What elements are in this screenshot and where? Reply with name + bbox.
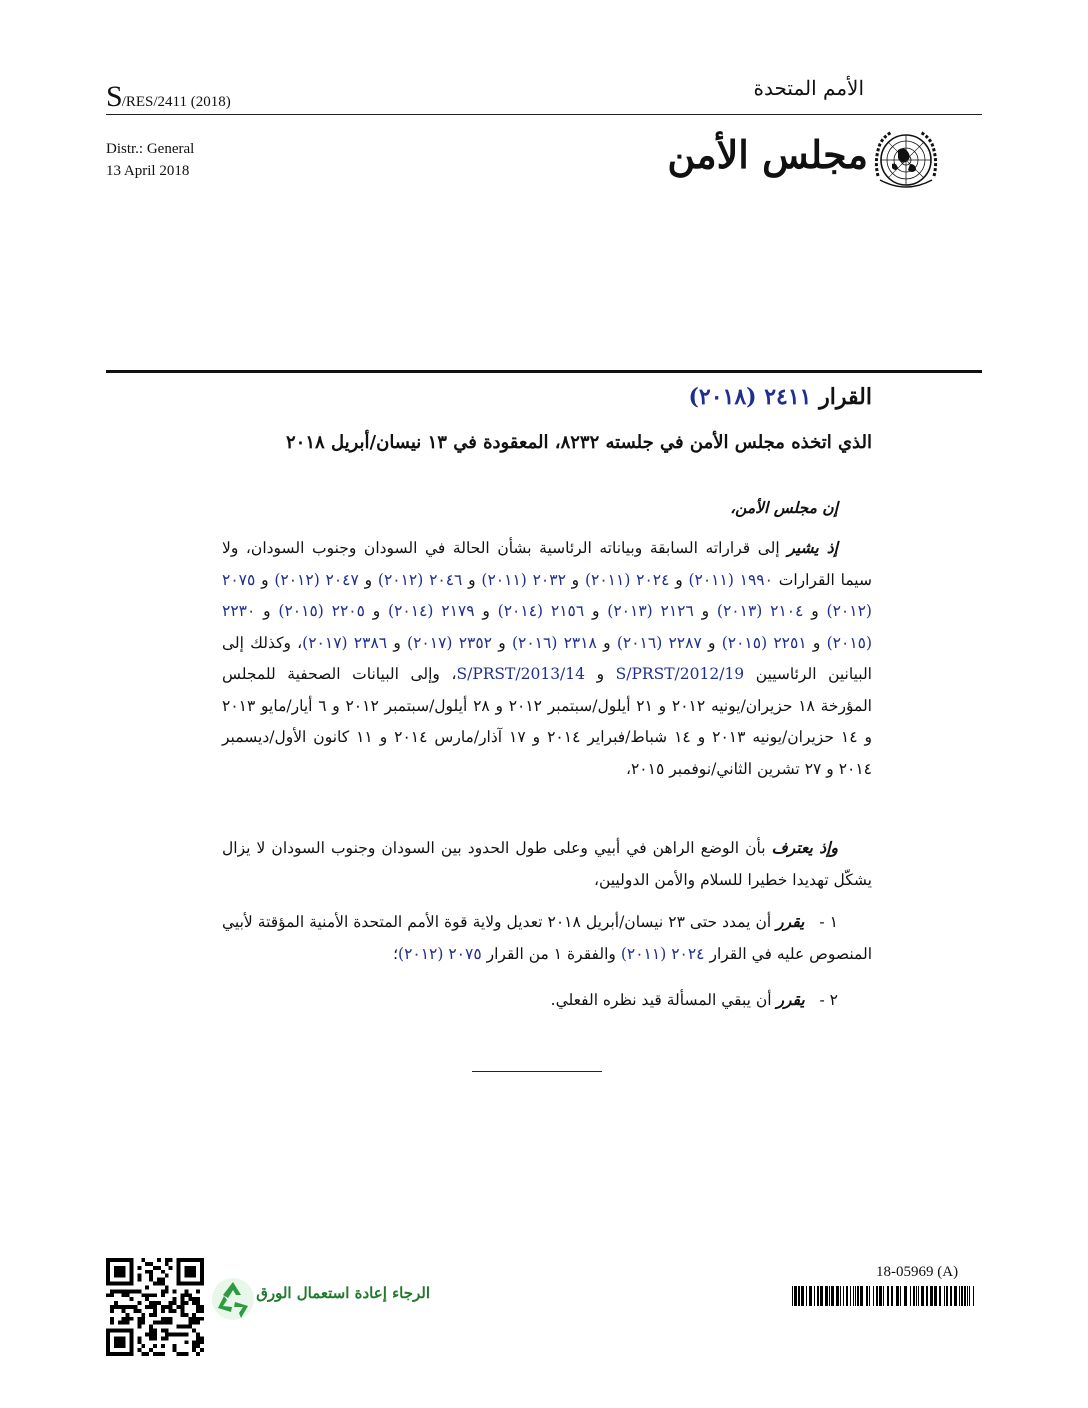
preambular-paragraph-2 — [222, 832, 872, 896]
resolution-link[interactable]: ٢٠٣٢ (٢٠١١) — [481, 570, 566, 589]
organization-name: الأمم المتحدة — [753, 76, 864, 100]
opening-phrase: إن مجلس الأمن، — [730, 498, 838, 517]
resolution-link[interactable]: ٢٠٧٥ (٢٠١٢) — [398, 944, 482, 963]
op2-lead: يقرر — [776, 990, 805, 1009]
pp1-text-b: ، وكذلك إلى البيانين الرئاسيين — [222, 633, 872, 683]
symbol-initial: S — [106, 80, 122, 113]
resolution-link[interactable]: ٢٢٣٠ (٢٠١٥) — [222, 602, 873, 652]
resolution-link[interactable]: ٢٣٥٢ (٢٠١٧) — [407, 633, 492, 652]
barcode-icon — [792, 1286, 974, 1306]
job-number: 18-05969 (A) — [876, 1264, 959, 1280]
op1-text-a: أن يمدد حتى ٢٣ نيسان/أبريل ٢٠١٨ تعديل ولاية قوة الأمم المتحدة الأمنية المؤقتة لأبيي المنصوص عليه في القرار — [222, 913, 872, 963]
operative-paragraph-1: ١ - يقرر أن يمدد حتى ٢٣ نيسان/أبريل ٢٠١٨ تعديل ولاية قوة الأمم المتحدة الأمنية المؤقتة لأبيي المنصوص عليه في القرار ٢٠٢٤ (٢٠١١) والفقرة ١ من القرار ٢٠٧٥ (٢٠١٢)؛ — [222, 912, 872, 963]
pp1-text-a: إلى قراراته السابقة وبياناته الرئاسية بشأن الحالة في السودان وجنوب السودان، ولا سيما القرارات — [222, 539, 872, 589]
distribution-block — [106, 138, 194, 182]
resolution-link[interactable]: ٢٣٨٦ (٢٠١٧) — [302, 633, 388, 652]
resolution-link[interactable]: ١٩٩٠ (٢٠١١) — [688, 570, 773, 589]
op1-text-b: والفقرة ١ من القرار — [486, 944, 616, 963]
pp1-lead: إذ يشير — [787, 538, 838, 557]
pp1-text-c: ، وإلى البيانات الصحفية للمجلس المؤرخة ١٨ حزيران/يونيه ٢٠١٢ و ٢١ أيلول/سبتمبر ٢٠١٢ و ٢٨ أيلول/سبتمبر ٢٠١٢ و ٦ أيار/مايو ٢٠١٣ و ١٤ حزيران/يونيه ٢٠١٣ و ١٤ شباط/فبراير ٢٠١٤ و ١٧ آذار/مارس ٢٠١٤ و ١١ كانون الأول/ديسمبر ٢٠١٤ و ٢٧ تشرين الثاني/نوفمبر ٢٠١٥، — [222, 665, 873, 778]
un-emblem-icon — [870, 124, 942, 196]
qr-code-icon — [106, 1258, 204, 1356]
resolution-label: القرار — [819, 384, 872, 410]
resolution-link[interactable]: ٢٠٢٤ (٢٠١١) — [584, 570, 670, 589]
resolution-adoption: الذي اتخذه مجلس الأمن في جلسته ٨٢٣٢، المعقودة في ١٣ نيسان/أبريل ٢٠١٨ — [286, 432, 872, 453]
symbol-rest: /RES/2411 (2018) — [121, 94, 231, 110]
resolution-link[interactable]: ٢٢٥١ (٢٠١٥) — [721, 633, 807, 652]
preambular-paragraph-1: إذ يشير إلى قراراته السابقة وبياناته الرئاسية بشأن الحالة في السودان وجنوب السودان، ولا سيما القرارات ١٩٩٠ (٢٠١١) و ٢٠٢٤ (٢٠١١) و ٢٠٣٢ (٢٠١١) و ٢٠٤٦ (٢٠١٢) و ٢٠٤٧ (٢٠١٢) و ٢٠٧٥ (٢٠١٢) و ٢١٠٤ (٢٠١٣) و ٢١٢٦ (٢٠١٣) و ٢١٥٦ (٢٠١٤) و ٢١٧٩ (٢٠١٤) و ٢٢٠٥ (٢٠١٥) و ٢٢٣٠ (٢٠١٥) و ٢٢٥١ (٢٠١٥) و ٢٢٨٧ (٢٠١٦) و ٢٣١٨ (٢٠١٦) و ٢٣٥٢ (٢٠١٧) و ٢٣٨٦ (٢٠١٧)، وكذلك إلى البيانين الرئاسيين S/PRST/2012/19 و S/PRST/2013/14، وإلى البيانات الصحفية للمجلس المؤرخة ١٨ حزيران/يونيه ٢٠١٢ و ٢١ أيلول/سبتمبر ٢٠١٢ و ٢٨ أيلول/سبتمبر ٢٠١٢ و ٦ أيار/مايو ٢٠١٣ و ١٤ حزيران/يونيه ٢٠١٣ و ١٤ شباط/فبراير ٢٠١٤ و ١٧ آذار/مارس ٢٠١٤ و ١١ كانون الأول/ديسمبر ٢٠١٤ و ٢٧ تشرين الثاني/نوفمبر ٢٠١٥، — [222, 538, 873, 778]
prst-link[interactable]: S/PRST/2012/19 — [615, 665, 745, 683]
title-divider — [106, 370, 982, 373]
recycle-note: الرجاء إعادة استعمال الورق — [256, 1284, 430, 1302]
resolution-link[interactable]: ٢١٢٦ (٢٠١٣) — [607, 602, 694, 620]
document-date: 13 April 2018 — [106, 163, 190, 179]
end-divider — [472, 1071, 602, 1072]
operative-paragraph-2 — [222, 984, 872, 1017]
op2-text: أن يبقي المسألة قيد نظره الفعلي. — [550, 991, 772, 1009]
resolution-link[interactable]: ٢٠٢٤ (٢٠١١) — [620, 944, 705, 963]
resolution-link[interactable]: ٢٠٧٥ (٢٠١٢) — [222, 570, 872, 620]
resolution-title — [688, 384, 872, 410]
resolution-link[interactable]: ٢٠٤٧ (٢٠١٢) — [274, 570, 359, 589]
prst-link[interactable]: S/PRST/2013/14 — [456, 665, 585, 683]
recycle-icon — [210, 1276, 256, 1322]
distribution: Distr.: General — [106, 141, 195, 157]
op1-number: ١ - — [819, 913, 838, 931]
council-name: مجلس الأمن — [667, 132, 868, 177]
op2-number: ٢ - — [819, 991, 838, 1009]
pp2-text: بأن الوضع الراهن في أبيي وعلى طول الحدود بين السودان وجنوب السودان لا يزال يشكّل تهديدا خطيرا للسلام والأمن الدوليين، — [222, 839, 872, 889]
document-symbol — [106, 80, 231, 114]
resolution-link[interactable]: ٢٣١٨ (٢٠١٦) — [511, 633, 597, 652]
resolution-link[interactable]: ٢٢٨٧ (٢٠١٦) — [616, 633, 702, 652]
header-divider — [106, 114, 982, 115]
resolution-link[interactable]: ٢٢٠٥ (٢٠١٥) — [278, 602, 365, 620]
resolution-link[interactable]: ٢١٥٦ (٢٠١٤) — [497, 602, 585, 620]
resolution-link[interactable]: ٢١٠٤ (٢٠١٣) — [716, 602, 804, 620]
op1-lead: يقرر — [776, 912, 805, 931]
resolution-link[interactable]: ٢٠٤٦ (٢٠١٢) — [377, 570, 463, 589]
resolution-link[interactable]: ٢١٧٩ (٢٠١٤) — [388, 602, 475, 620]
pp2-lead: وإذ يعترف — [771, 838, 839, 857]
resolution-number-link[interactable]: ٢٤١١ (٢٠١٨) — [688, 384, 812, 410]
